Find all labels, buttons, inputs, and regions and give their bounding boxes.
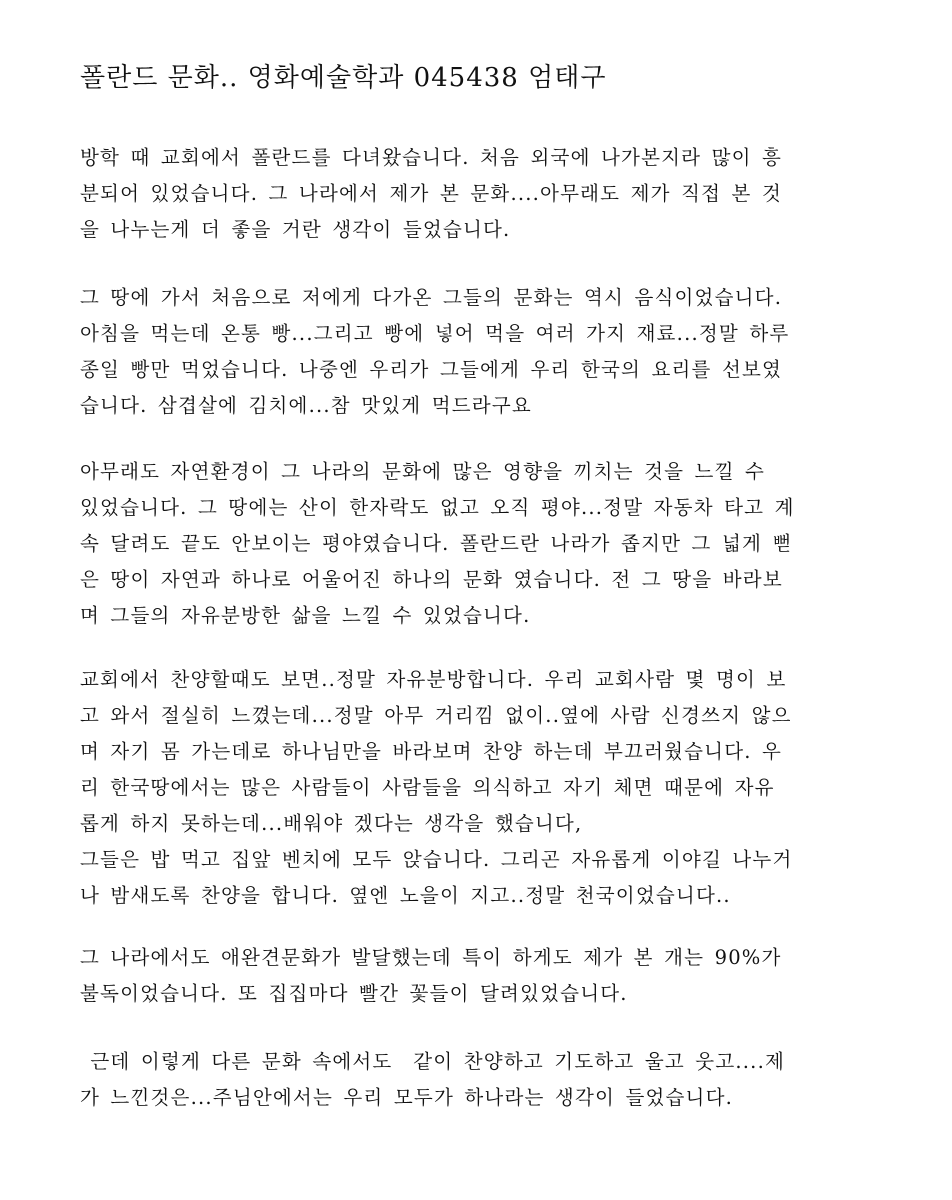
paragraph-pets (80, 940, 880, 1012)
text-line: 리 한국땅에서는 많은 사람들이 사람들을 의식하고 자기 체면 때문에 자유 (80, 776, 775, 799)
paragraph-conclusion (80, 1044, 880, 1116)
text-line: 나 밤새도록 찬양을 합니다. 옆엔 노을이 지고..정말 천국이었습니다.. (80, 884, 731, 907)
paragraph-worship (80, 662, 880, 914)
text-line: 그 땅에 가서 처음으로 저에게 다가온 그들의 문화는 역시 음식이었습니다. (80, 286, 783, 309)
text-line: 고 와서 절실히 느꼈는데...정말 아무 거리낌 없이..옆에 사람 신경쓰지 않으 (80, 704, 792, 727)
text-line: 아침을 먹는데 온통 빵...그리고 빵에 넣어 먹을 여러 가지 재료...정말 하루 (80, 322, 790, 345)
text-line: 아무래도 자연환경이 그 나라의 문화에 많은 영향을 끼치는 것을 느낄 수 (80, 460, 766, 483)
text-line: 근데 이렇게 다른 문화 속에서도 같이 찬양하고 기도하고 울고 웃고....제 (80, 1050, 786, 1073)
text-line: 그들은 밥 먹고 집앞 벤치에 모두 앉습니다. 그리곤 자유롭게 이야길 나누거 (80, 848, 793, 871)
text-line: 며 그들의 자유분방한 삶을 느낄 수 있었습니다. (80, 604, 531, 627)
text-line: 불독이었습니다. 또 집집마다 빨간 꽃들이 달려있었습니다. (80, 982, 628, 1005)
text-line: 종일 빵만 먹었습니다. 나중엔 우리가 그들에게 우리 한국의 요리를 선보였 (80, 358, 783, 381)
text-line: 속 달려도 끝도 안보이는 평야였습니다. 폴란드란 나라가 좁지만 그 넓게 뻗 (80, 532, 793, 555)
text-line: 습니다. 삼겹살에 김치에...참 맛있게 먹드라구요 (80, 394, 532, 417)
text-line: 롭게 하지 못하는데...배워야 겠다는 생각을 했습니다, (80, 812, 583, 835)
document-title: 폴란드 문화.. 영화예술학과 045438 엄태구 (80, 63, 607, 93)
text-line: 교회에서 찬양할때도 보면..정말 자유분방합니다. 우리 교회사람 몇 명이 보 (80, 668, 787, 691)
text-line: 은 땅이 자연과 하나로 어울어진 하나의 문화 였습니다. 전 그 땅을 바라보 (80, 568, 783, 591)
text-line: 가 느낀것은...주님안에서는 우리 모두가 하나라는 생각이 들었습니다. (80, 1086, 734, 1109)
text-line: 분되어 있었습니다. 그 나라에서 제가 본 문화....아무래도 제가 직접 본 것 (80, 182, 783, 205)
text-line: 그 나라에서도 애완견문화가 발달했는데 특이 하게도 제가 본 개는 90%가 (80, 946, 782, 969)
text-line: 있었습니다. 그 땅에는 산이 한자락도 없고 오직 평야...정말 자동차 타고 계 (80, 496, 795, 519)
paragraph-trip-intro (80, 140, 880, 248)
text-line: 며 자기 몸 가는데로 하나님만을 바라보며 찬양 하는데 부끄러웠습니다. 우 (80, 740, 783, 763)
paragraph-nature (80, 454, 880, 634)
paragraph-food (80, 280, 880, 424)
text-line: 방학 때 교회에서 폴란드를 다녀왔습니다. 처음 외국에 나가본지라 많이 흥 (80, 146, 783, 169)
text-line: 을 나누는게 더 좋을 거란 생각이 들었습니다. (80, 218, 511, 241)
